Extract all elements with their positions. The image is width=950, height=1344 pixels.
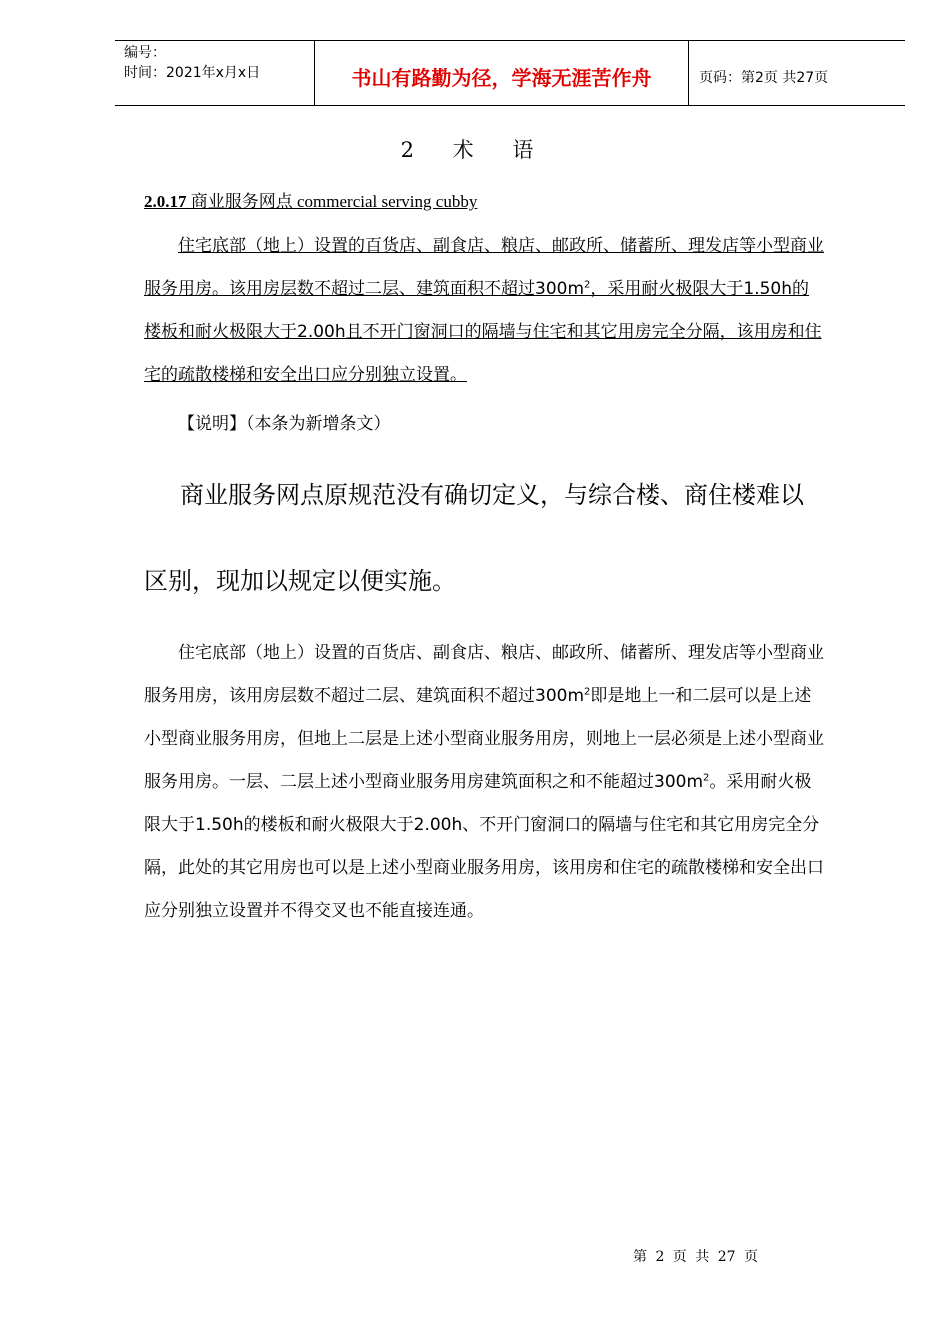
clause-body [144,225,824,397]
header-motto: 书山有路勤为径，学海无涯苦作舟 [315,41,689,105]
clause-heading [144,187,824,217]
superscript: 2 [584,686,591,698]
superscript: 2 [703,772,710,784]
detail-text-1: 住宅底部（地上）设置的百货店、副食店、粮店、邮政所、储蓄所、理发店等小型商业服务用房，该用房层数不超过二层、建筑面积不超过300m [144,643,824,706]
time-text: 时间：2021年x月x日 [124,65,261,81]
detail-text-2: 即是地上一和二层可以是上述小型商业服务用房，但地上二层是上述小型商业服务用房，则地上一层必须是上述小型商业服务用房。一层、二层上述小型商业服务用房建筑面积之和不能超过300m [144,686,824,792]
chapter-title: 2 术 语 [400,138,550,162]
clause-body-text-2: ，采用耐火极限大于1.50h的楼板和耐火极限大于2.00h且不开门窗洞口的隔墙与住宅和其它用房完全分隔，该用房和住宅的疏散楼梯和安全出口应分别独立设置。 [144,279,822,385]
clause-number: 2.0.17 [144,192,187,211]
header-page-number: 页码：第2页 共27页 [699,70,829,86]
note-label: 【说明】（本条为新增条文） [178,414,391,434]
serial-label: 编号： [124,45,166,61]
page-header [115,40,905,106]
document-body [144,187,824,933]
detail-text-3: 。采用耐火极限大于1.50h的楼板和耐火极限大于2.00h、不开门窗洞口的隔墙与住宅和其它用房完全分隔，此处的其它用房也可以是上述小型商业服务用房，该用房和住宅的疏散楼梯和安全出口应分别独立设置并不得交叉也不能直接连通。 [144,772,824,921]
detail-paragraph [144,632,824,933]
superscript: 2 [584,279,591,291]
page-footer: 第 2 页 共 27 页 [633,1249,758,1265]
header-info-cell [115,41,315,105]
explanation-paragraph: 商业服务网点原规范没有确切定义，与综合楼、商住楼难以区别，现加以规定以便实施。 [144,481,804,595]
clause-title: 商业服务网点 commercial serving cubby [186,192,478,211]
clause-body-text-1: 住宅底部（地上）设置的百货店、副食店、粮店、邮政所、储蓄所、理发店等小型商业服务用房。该用房层数不超过二层、建筑面积不超过300m [144,236,824,299]
